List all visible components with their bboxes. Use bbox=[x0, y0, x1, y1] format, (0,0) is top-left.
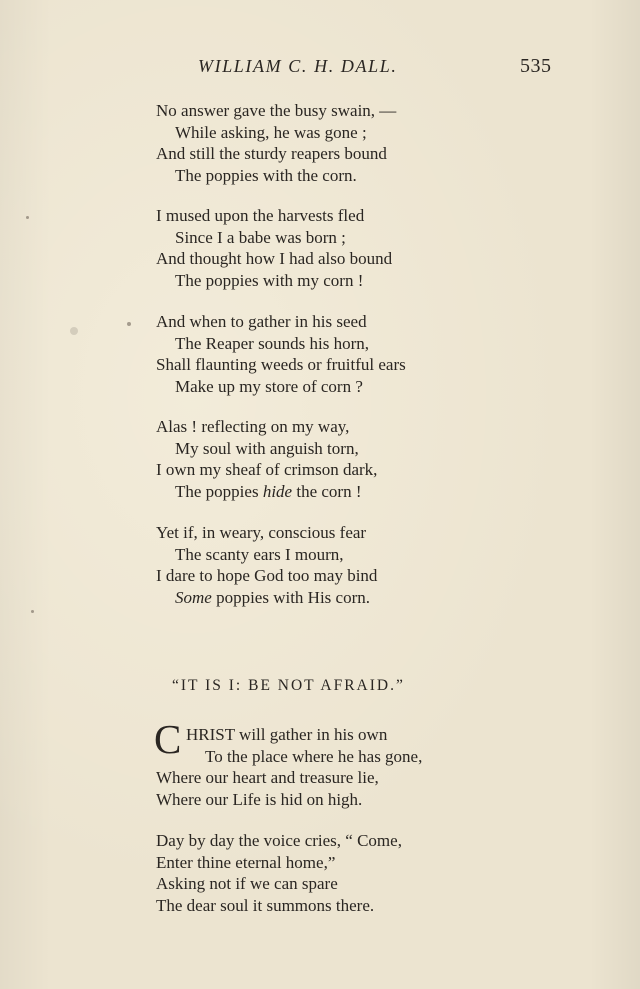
verse-line: And still the sturdy reapers bound bbox=[156, 144, 387, 163]
italic-word: hide bbox=[262, 481, 293, 501]
paper-speck bbox=[31, 610, 34, 613]
poem1-stanza-5 bbox=[156, 522, 377, 608]
poem1-stanza-1 bbox=[156, 100, 396, 186]
verse-line bbox=[156, 587, 377, 609]
verse-line: While asking, he was gone ; bbox=[175, 122, 367, 142]
verse-line: And when to gather in his seed bbox=[156, 312, 367, 331]
page-number: 535 bbox=[520, 55, 552, 77]
verse-line: Where our Life is hid on high. bbox=[156, 789, 363, 809]
verse-line: Asking not if we can spare bbox=[156, 874, 338, 893]
paper-speck bbox=[127, 322, 131, 326]
poem1-stanza-3 bbox=[156, 311, 406, 397]
verse-text: poppies with His corn. bbox=[211, 587, 371, 607]
verse-line: I dare to hope God too may bind bbox=[156, 566, 378, 585]
running-head: WILLIAM C. H. DALL. bbox=[198, 56, 398, 76]
verse-line bbox=[156, 481, 377, 503]
verse-line: Enter thine eternal home,” bbox=[156, 852, 336, 872]
paper-speck bbox=[26, 216, 29, 219]
verse-line: I own my sheaf of crimson dark, bbox=[156, 460, 378, 479]
poem1-stanza-2 bbox=[156, 205, 392, 291]
verse-line: The scanty ears I mourn, bbox=[175, 544, 344, 564]
verse-line: The Reaper sounds his horn, bbox=[175, 333, 370, 353]
poem2-stanza-2 bbox=[156, 830, 402, 916]
verse-line: The poppies with my corn ! bbox=[175, 270, 364, 290]
verse-line: Shall flaunting weeds or fruitful ears bbox=[156, 355, 406, 374]
verse-line: Where our heart and treasure lie, bbox=[156, 768, 379, 787]
verse-line: Yet if, in weary, conscious fear bbox=[156, 523, 367, 542]
verse-line: The poppies with the corn. bbox=[175, 165, 357, 185]
verse-line: Alas ! reflecting on my way, bbox=[156, 417, 350, 436]
verse-line: HRIST will gather in his own bbox=[186, 725, 388, 744]
verse-line: Day by day the voice cries, “ Come, bbox=[156, 831, 402, 850]
verse-line: No answer gave the busy swain, — bbox=[156, 101, 397, 120]
verse-line: The dear soul it summons there. bbox=[156, 895, 375, 915]
poem-title: “IT IS I: BE NOT AFRAID.” bbox=[172, 677, 405, 694]
verse-line: Since I a babe was born ; bbox=[175, 227, 346, 247]
paper-speck bbox=[70, 327, 78, 335]
verse-text: The poppies bbox=[175, 481, 263, 501]
drop-cap: C bbox=[154, 716, 182, 762]
verse-line: I mused upon the harvests fled bbox=[156, 206, 365, 225]
italic-word: Some bbox=[175, 587, 212, 607]
verse-line: And thought how I had also bound bbox=[156, 249, 393, 268]
verse-line: To the place where he has gone, bbox=[205, 746, 423, 766]
verse-line: Make up my store of corn ? bbox=[175, 376, 363, 396]
poem1-stanza-4 bbox=[156, 416, 377, 502]
verse-line: My soul with anguish torn, bbox=[175, 438, 359, 458]
poem2-stanza-1 bbox=[156, 724, 422, 810]
verse-text: the corn ! bbox=[292, 481, 362, 501]
